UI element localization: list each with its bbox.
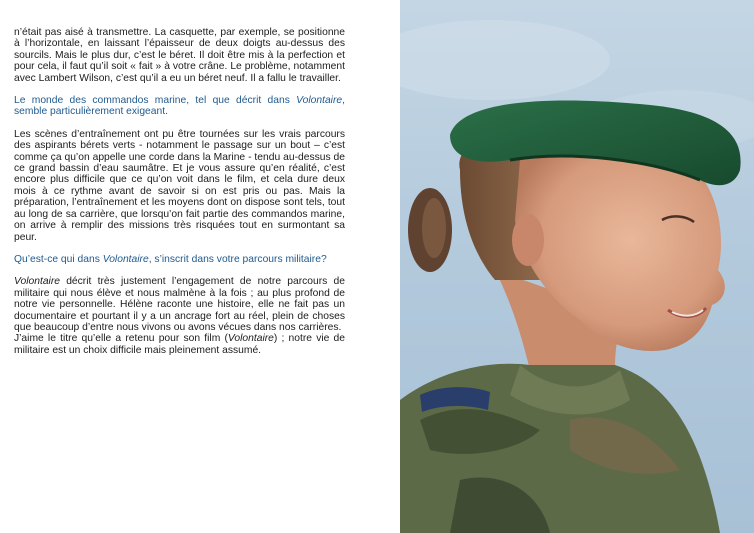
question-text: Qu’est-ce qui dans <box>14 253 103 265</box>
paragraph-text: décrit très justement l’engagement de notre parcours de militaire qui nous élève et nous malmène à la fois ; au plus profond de notre vie personnelle. Hélène raconte une histoire, elle ne fait pas un documentaire et pourtant il y a un ancrage fort au réel, plein de choses que beaucoup d’entre nous vivons ou avons vécues dans nos carrières. <box>14 276 345 333</box>
question-text: , semble particulièrement exigeant. <box>14 95 345 118</box>
film-title: Volontaire <box>296 95 343 107</box>
paragraph-training: Les scènes d’entraînement ont pu être tournées sur les vrais parcours des aspirants bérets verts - notamment le passage sur un bout – c’est comme ça qu’on appelle une corde dans la Marine - tendu au-dessus de ce grand bassin d’eau saumâtre. Et je vous assure qu’en réalité, c’est encore plus difficile que ce qu’on voit dans le film, et cela dure deux mois à ce rythme avant de savoir si on est pris ou pas. Mais la préparation, l’entraînement et les moyens dont on dispose sont tels, tout au long de sa carrière, que lorsqu’on fait partie des commandos marine, on arrive à remplir des missions très risquées tout en surmontant sa peur. <box>14 128 345 243</box>
paragraph-engagement <box>14 276 345 333</box>
film-title: Volontaire <box>102 253 149 265</box>
paragraph-text: ) ; notre vie de militaire est un choix difficile mais pleinement assumé. <box>14 333 345 356</box>
portrait-photo <box>400 0 754 533</box>
question-career <box>14 254 345 265</box>
film-title: Volontaire <box>14 276 60 288</box>
paragraph-title-choice <box>14 333 345 356</box>
paragraph-text: J’aime le titre qu’elle a retenu pour son film ( <box>14 333 228 345</box>
paragraph-uniform: n’était pas aisé à transmettre. La casquette, par exemple, se positionne à l’horizontale, en laissant l’épaisseur de deux doigts au-dessus des sourcils. Mais le plus dur, c’est le béret. Il doit être mis à la perfection et pour cela, il faut qu’il soit « fait » à votre crâne. Le problème, notamment avec Lambert Wilson, c’est qu’il a eu un béret neuf. Il a fallu le travailler. <box>14 27 345 84</box>
film-title: Volontaire <box>227 333 274 345</box>
portrait-of-soldier-with-green-beret-icon <box>400 0 754 533</box>
question-text: Le monde des commandos marine, tel que décrit dans <box>14 95 297 107</box>
article-text <box>14 27 345 367</box>
question-commandos <box>14 95 345 118</box>
question-text: , s’inscrit dans votre parcours militaire? <box>148 253 327 265</box>
